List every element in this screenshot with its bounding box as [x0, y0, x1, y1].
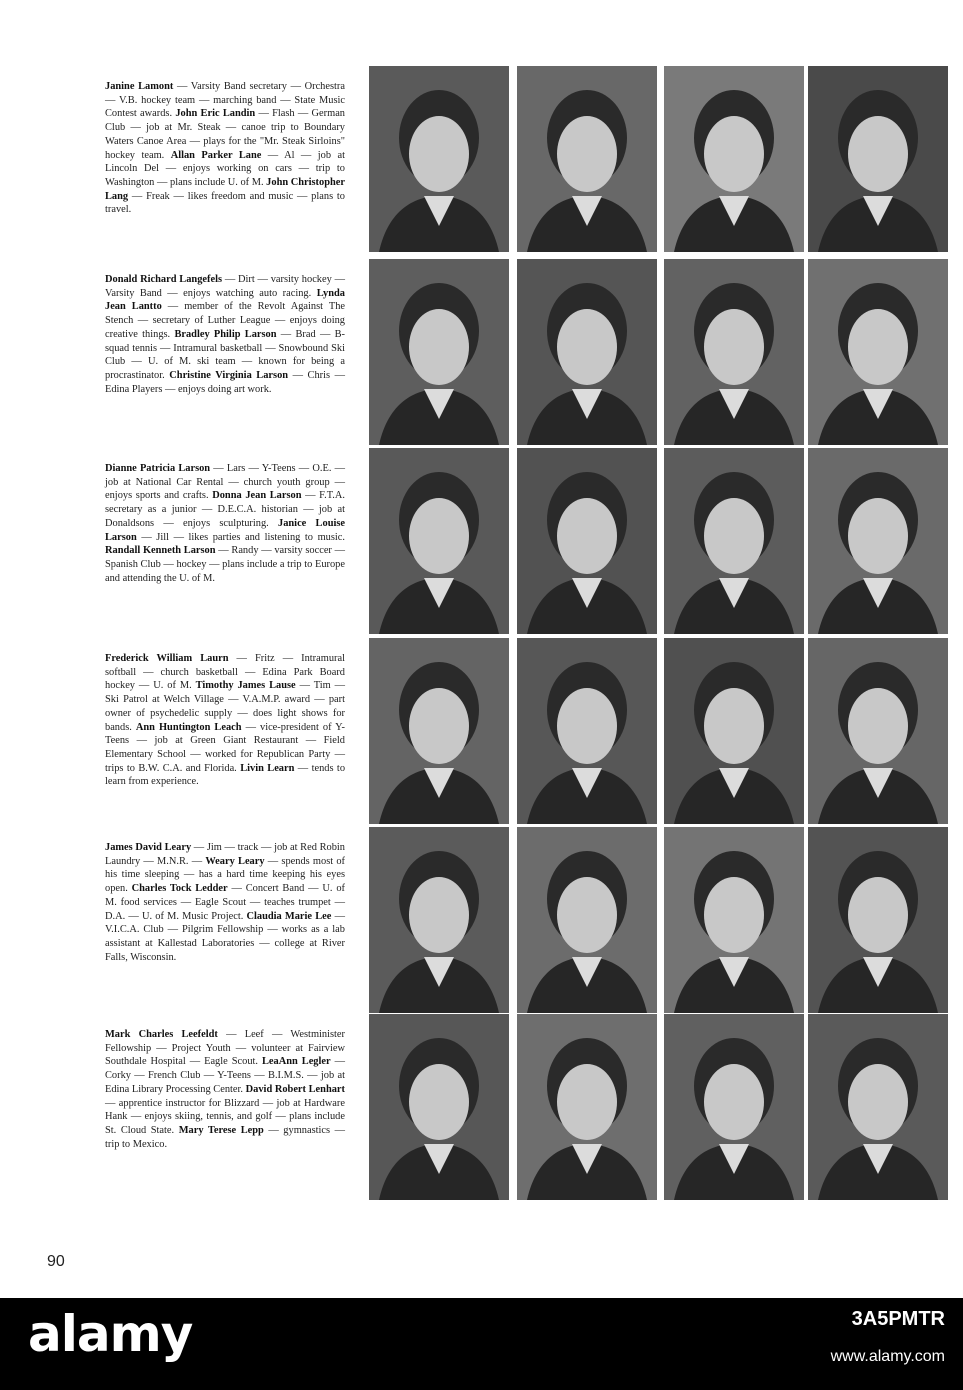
- student-description: — member of the Revolt Against The Stench — secretary of Luther League — enjoys doing creative things.: [105, 301, 346, 340]
- student-description: — Flash — German Club — job at Mr. Steak — canoe trip to Boundary Waters Canoe Area — plays for the "Mr. Steak Sirloins" hockey team.: [105, 108, 345, 161]
- student-portrait: [517, 827, 657, 1013]
- student-name: David Robert Lenhart: [245, 1083, 345, 1095]
- student-name: Frederick William Laurn: [105, 653, 229, 664]
- student-description: — tends to learn from experience.: [105, 762, 346, 788]
- student-name: Livin Learn: [240, 762, 295, 774]
- student-portrait: [664, 259, 804, 445]
- student-portrait: [808, 259, 948, 445]
- student-description: — Jim — track — job at Red Robin Laundry — M.N.R. —: [105, 842, 345, 867]
- student-portrait: [517, 1014, 657, 1200]
- student-portrait: [369, 638, 509, 824]
- photo-row: [369, 448, 949, 638]
- student-portrait: [808, 1014, 948, 1200]
- student-portrait: [517, 259, 657, 445]
- student-portrait: [808, 66, 948, 252]
- student-section: [0, 827, 963, 1017]
- student-description: — Freak — likes freedom and music — plans to travel.: [105, 190, 345, 216]
- student-description: — Varsity Band secretary — Orchestra — V.B. hockey team — marching band — State Music Contest awards.: [105, 81, 345, 120]
- student-name: Donald Richard Langefels: [105, 274, 223, 285]
- student-description: — Al — job at Lincoln Del — enjoys working on cars — trip to Washington — plans include U. of M.: [105, 149, 345, 188]
- student-portrait: [664, 1014, 804, 1200]
- student-portrait: [369, 827, 509, 1013]
- student-section: [0, 448, 963, 638]
- student-description: — Corky — French Club — Y-Teens — B.I.M.S. — job at Edina Library Processing Center.: [105, 1056, 345, 1095]
- student-description: — vice-president of Y-Teens — job at Green Giant Restaurant — Field Elementary School — worked for Republican Party — trips to B.W. C.A. and Florida.: [105, 721, 345, 774]
- student-section: [0, 1014, 963, 1204]
- student-portrait: [369, 259, 509, 445]
- student-description: — Leef — Westminister Fellowship — Project Youth — volunteer at Fairview Southdale Hospital — Eagle Scout.: [105, 1029, 345, 1068]
- site-url: www.alamy.com: [830, 1348, 945, 1365]
- student-name: Mark Charles Leefeldt: [105, 1029, 218, 1040]
- student-description: — Jill — likes parties and listening to music.: [136, 531, 345, 543]
- student-portrait: [664, 827, 804, 1013]
- student-section: [0, 66, 963, 256]
- alamy-logo: alamy: [28, 1305, 193, 1363]
- photo-row: [369, 827, 949, 1017]
- student-portrait: [369, 1014, 509, 1200]
- student-description: — gymnastics — trip to Mexico.: [105, 1124, 345, 1150]
- student-description: — Tim — Ski Patrol at Welch Village — V.A.M.P. award — part owner of psychedelic supply — does light shows for bands.: [105, 680, 345, 733]
- image-id: 3A5PMTR: [851, 1308, 945, 1330]
- page-number: 90: [47, 1253, 65, 1270]
- student-portrait: [517, 638, 657, 824]
- student-description: — Chris — Edina Players — enjoys doing art work.: [105, 369, 345, 395]
- student-portrait: [369, 448, 509, 634]
- student-name: Ann Huntington Leach: [135, 721, 242, 733]
- student-portrait: [808, 638, 948, 824]
- student-description: — Lars — Y-Teens — O.E. — job at National Car Rental — church youth group — enjoys sports and crafts.: [105, 463, 346, 502]
- student-name: Lynda Jean Lantto: [105, 287, 345, 313]
- student-name: Claudia Marie Lee: [246, 910, 332, 922]
- student-portrait: [808, 827, 948, 1013]
- student-name: Bradley Philip Larson: [174, 328, 277, 340]
- photo-row: [369, 259, 949, 449]
- photo-row: [369, 66, 949, 256]
- student-name: Dianne Patricia Larson: [105, 463, 211, 474]
- student-description: — Dirt — varsity hockey — Varsity Band — enjoys watching auto racing.: [105, 274, 345, 299]
- biography-text: [105, 841, 345, 964]
- student-name: LeaAnn Legler: [261, 1056, 331, 1068]
- student-name: Mary Terese Lepp: [178, 1124, 264, 1136]
- student-description: — spends most of his time sleeping — has a hard time keeping his eyes open.: [105, 855, 345, 895]
- student-portrait: [517, 66, 657, 252]
- student-portrait: [664, 448, 804, 634]
- student-name: Allan Parker Lane: [170, 149, 262, 161]
- student-name: Janine Lamont: [105, 81, 174, 92]
- photo-row: [369, 1014, 949, 1204]
- student-name: Donna Jean Larson: [212, 490, 302, 502]
- student-section: [0, 259, 963, 449]
- biography-text: [105, 273, 345, 396]
- student-name: James David Leary: [105, 842, 192, 853]
- student-description: — apprentice instructor for Blizzard — job at Hardware Hank — enjoys skiing, tennis, and golf — plans include St. Cloud State.: [105, 1097, 345, 1136]
- student-name: Weary Leary: [205, 855, 265, 867]
- student-name: John Christopher Lang: [105, 176, 345, 202]
- biography-text: [105, 1028, 345, 1151]
- student-description: — F.T.A. secretary as a junior — D.E.C.A. historian — job at Donaldsons — enjoys sculpturing.: [105, 490, 345, 529]
- student-name: Charles Tock Ledder: [131, 883, 228, 895]
- student-portrait: [664, 638, 804, 824]
- biography-text: [105, 462, 345, 585]
- biography-text: [105, 80, 345, 217]
- student-description: — Brad — B-squad tennis — Intramural basketball — Snowbound Ski Club — U. of M. ski team — known for being a procrastinator.: [105, 328, 346, 381]
- student-description: — Concert Band — U. of M. food services — Eagle Scout — teaches trumpet — D.A. — U. of M. Music Project.: [105, 883, 345, 922]
- photo-row: [369, 638, 949, 828]
- student-portrait: [664, 66, 804, 252]
- student-name: Randall Kenneth Larson: [105, 545, 216, 557]
- student-name: Timothy James Lause: [195, 680, 296, 692]
- student-portrait: [517, 448, 657, 634]
- student-portrait: [808, 448, 948, 634]
- student-description: — Fritz — Intramural softball — church basketball — Edina Park Board hockey — U. of M.: [105, 653, 345, 692]
- student-portrait: [369, 66, 509, 252]
- student-description: — V.I.C.A. Club — Pilgrim Fellowship — works as a lab assistant at Kallestad Laboratories — college at River Falls, Wisconsin.: [105, 910, 345, 963]
- student-section: [0, 638, 963, 828]
- student-name: Christine Virginia Larson: [169, 369, 289, 381]
- student-name: Janice Louise Larson: [105, 517, 346, 543]
- student-name: John Eric Landin: [175, 108, 256, 120]
- student-description: — Randy — varsity soccer — Spanish Club — hockey — plans include a trip to Europe and attending the U. of M.: [105, 545, 346, 584]
- biography-text: [105, 652, 345, 789]
